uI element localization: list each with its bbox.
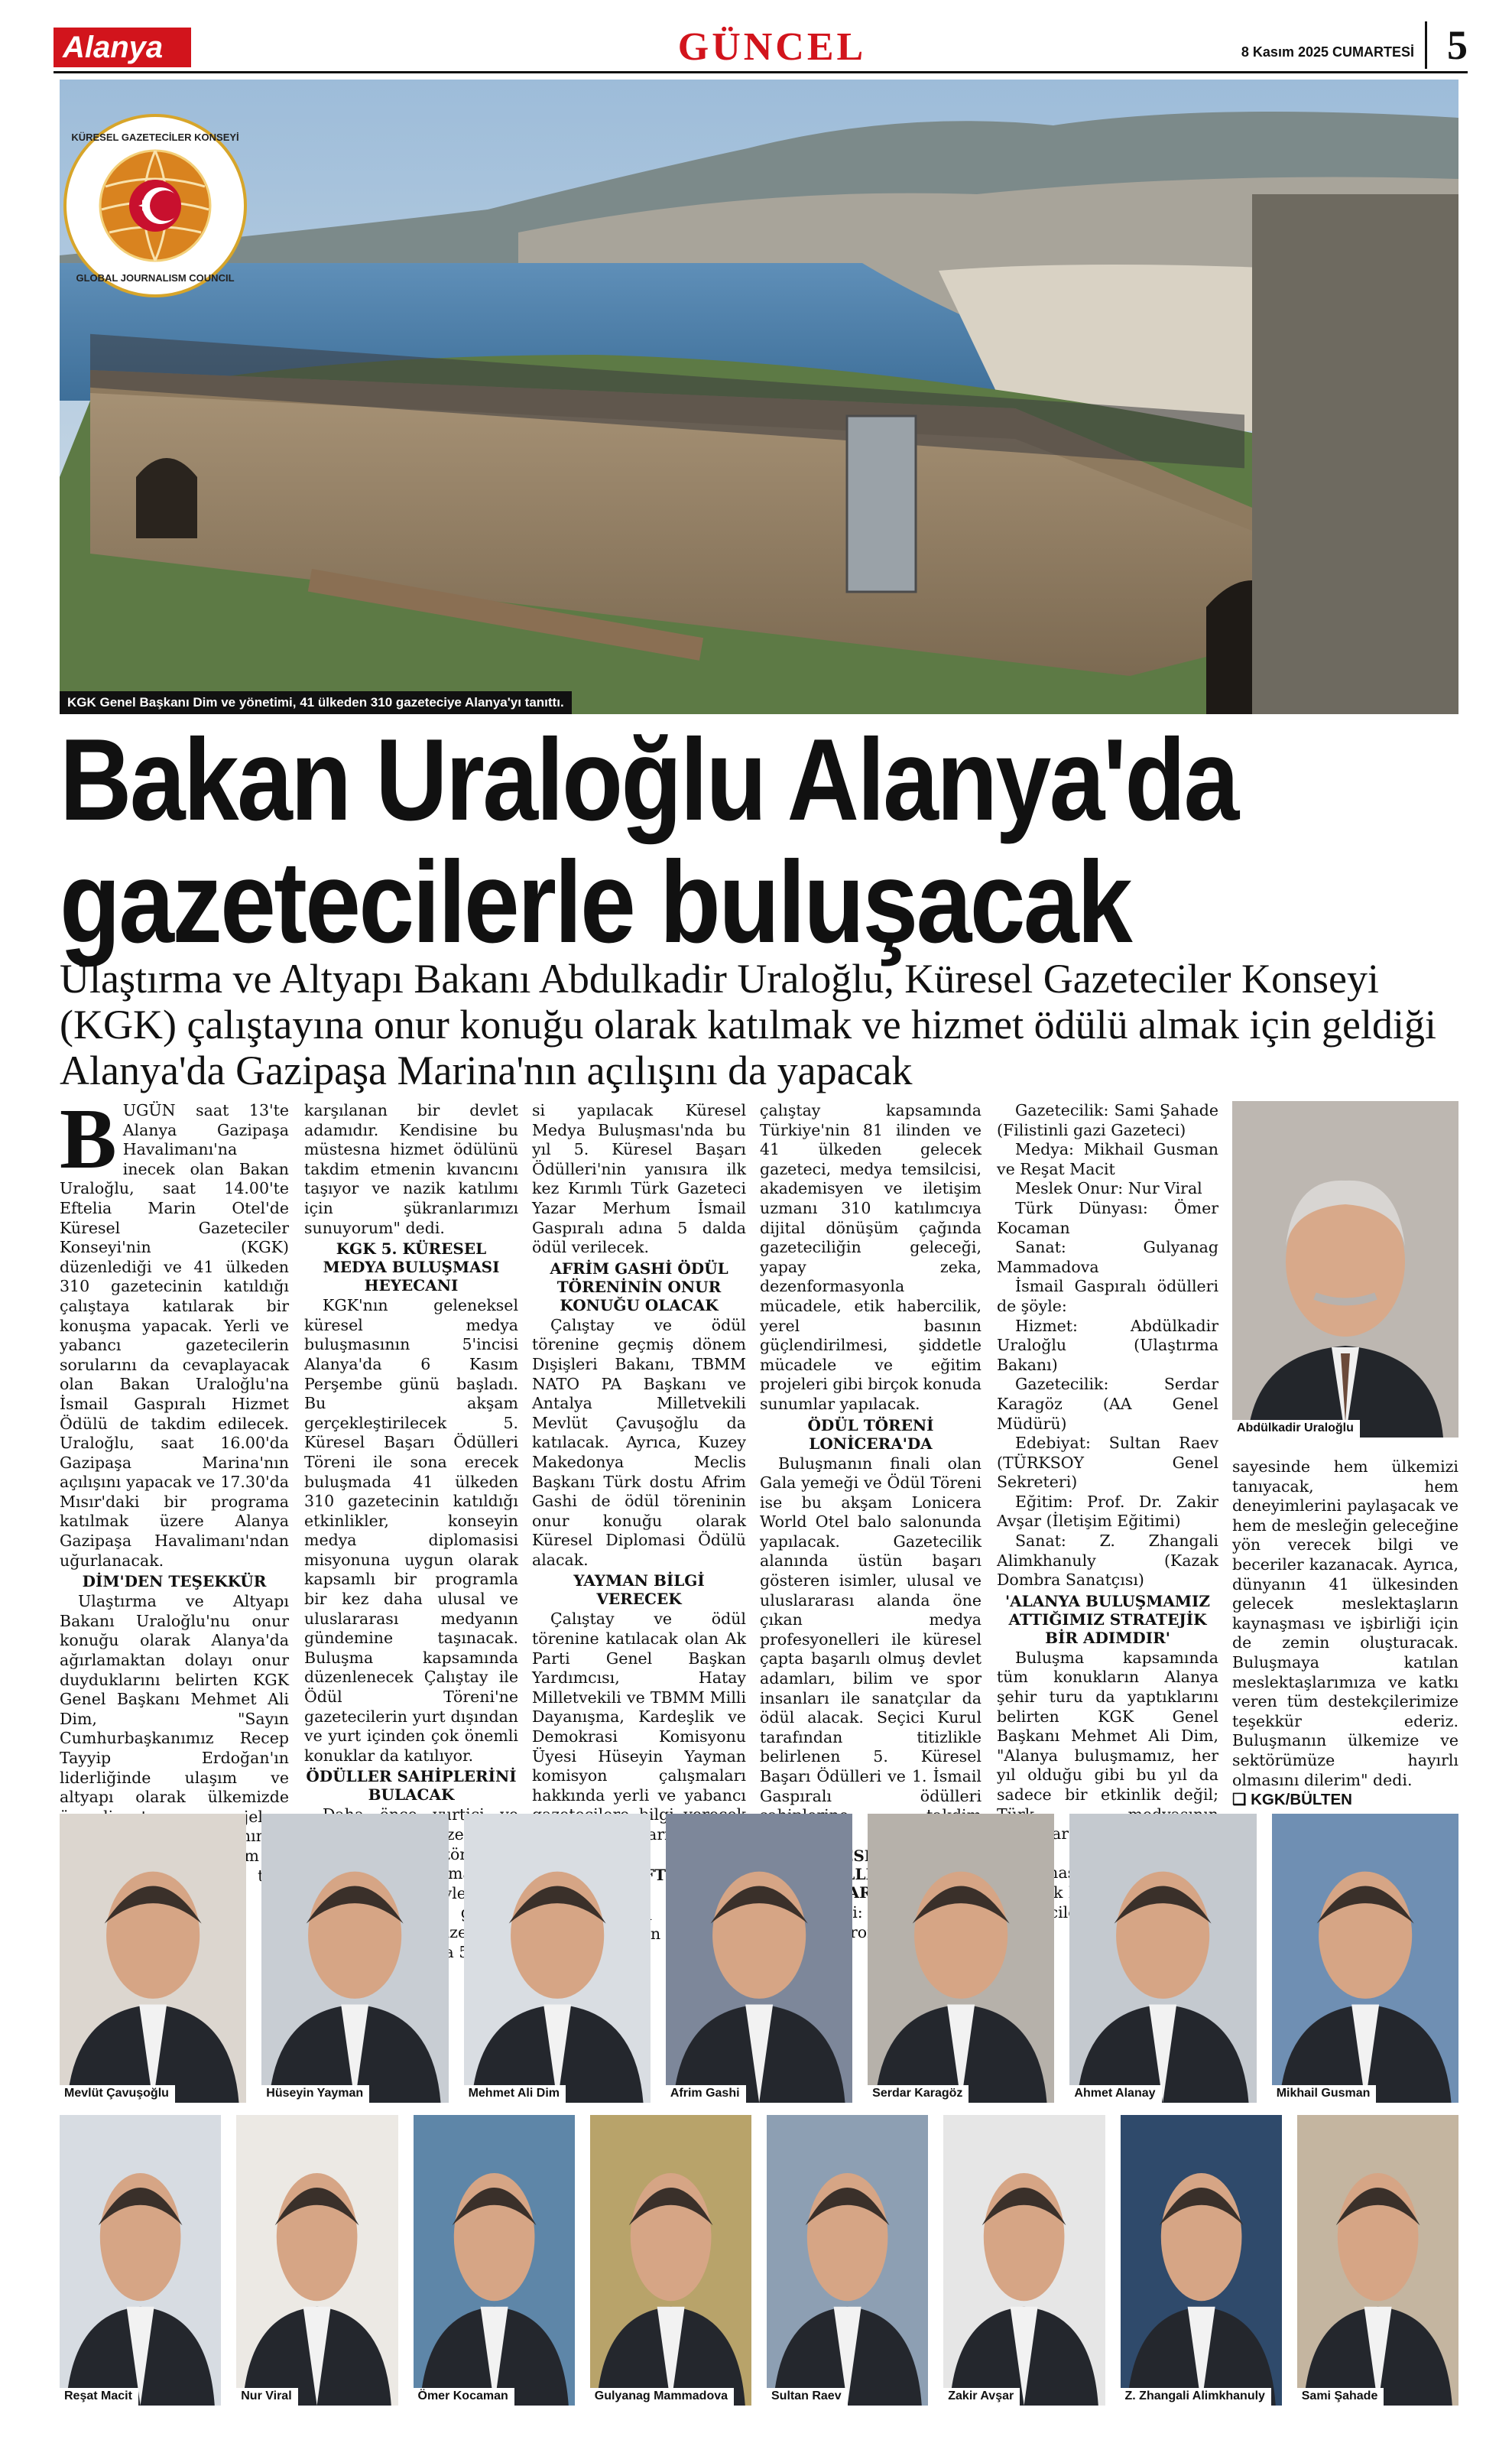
person-photo	[1272, 1814, 1458, 2103]
subheading: DİM'DEN TEŞEKKÜR	[82, 1572, 267, 1591]
person-photo	[414, 2115, 575, 2406]
award-item: Sanat: Gulyanag Mammadova	[997, 1238, 1218, 1276]
paragraph: Çalıştay ve ödül törenine katılacak olan Ak Parti Genel Başkan Yardımcısı, Hatay Milletvekili ve TBMM Milli Dayanışma, Kardeşlik ve Demokrasi Komisyonu Üyesi Hüseyin Yayman komisyon çalışmaları hakkında yerli ve yabancı bilgi	[532, 1610, 746, 1824]
paragraph: KGK'nın geleneksel küresel medya buluşmasının 5'incisi Alanya'da 6 Kasım Perşembe günü başladı. Bu akşam gerçekleştirilecek 5. Küresel Başarı Ödülleri Töreni ile sona erecek buluşmada 41 ülkeden 310 gazetecinin katıldığı etkinlikler, konseyin medya diplomasisi misyonuna uygun olarak kapsamlı bir programla bir kez daha ulusal ve uluslararası medyanın gündemine taşınacak. Buluşma kapsamında düzenlenecek Çalıştay ile Ödül Töreni'ne gazetecilerin yurt dışından ve yurt içinden çok önemli konuklar da katılıyor.	[304, 1296, 518, 1765]
award-item: Gazetecilik: Serdar Karagöz (AA Genel Müdürü)	[997, 1375, 1218, 1433]
portrait-z-zhangali-alimkhanuly	[1121, 2115, 1282, 2406]
portrait-nur-viral	[236, 2115, 397, 2406]
award-item: İsmail Gaspıralı ödülleri de şöyle:	[997, 1277, 1218, 1315]
award-item: Gazetecilik: Sami Şahade (Filistinli gazi Gazeteci)	[997, 1101, 1218, 1139]
portrait-resat-macit	[60, 2115, 221, 2406]
subheading: 'ALANYA BULUŞMAMIZ ATTIĞIMIZ STRATEJİK BİR ADIMDIR'	[1005, 1591, 1210, 1647]
portrait-omer-kocaman	[414, 2115, 575, 2406]
kgk-badge	[60, 110, 251, 301]
paragraph: Buluşma kapsamında tüm konukların Alanya şehir turu da yaptıklarını belirten KGK Genel Başkanı Mehmet Ali Dim, "Alanya buluşmamız, her yıl olduğu gibi bu yıl da sadece bir etkinlik değil;	[997, 1648, 1218, 1804]
headline-line-2: gazetecilerle buluşacak	[60, 837, 1131, 967]
person-photo	[590, 2115, 751, 2406]
body-column-6	[1232, 1457, 1458, 1810]
person-photo	[666, 1814, 852, 2103]
award-item: Prof.	[839, 1922, 878, 1941]
badge-ring-top: KÜRESEL GAZETECİLER KONSEYİ	[71, 132, 239, 143]
paragraph: yurtiçi buluşmalar	[404, 1805, 495, 1883]
section-title: GÜNCEL	[677, 25, 867, 69]
drop-cap: B	[60, 1092, 117, 1187]
portrait-row-1	[60, 1814, 1458, 2103]
person-photo	[943, 2115, 1105, 2406]
portrait-name-label: Serdar Karagöz	[868, 2085, 969, 2103]
subheading: ÖDÜL TÖRENİ LONİCERA'DA	[807, 1415, 934, 1453]
portrait-serdar-karagoz	[868, 1814, 1054, 2103]
person-photo	[1121, 2115, 1282, 2406]
paragraph: Ulaştırma ve Altyapı Bakanı Uraloğlu'nu onur konuğu olarak Alanya'da ağırlamaktan dolayı onur duyduklarını belirten KGK Genel Başkanı Mehmet Ali Dim, "Sayın Cumhurbaşkanımız Recep Tayyip Erdoğan'ın liderliğinde ulaşım ve altyapı olarak ülkemizde projelere	[60, 1592, 289, 1826]
person-photo	[236, 2115, 397, 2406]
masthead	[54, 21, 1468, 73]
portrait-name-label: Reşat Macit	[60, 2388, 138, 2406]
person-photo	[1232, 1101, 1458, 1438]
award-item: Meslek Onur: Nur Viral	[1015, 1179, 1202, 1198]
paragraph: Çalıştay ve ödül törenine geçmiş dönem Dışişleri Bakanı, TBMM NATO PA Başkanı ve Antalya Milletvekili Mevlüt Çavuşoğlu da katılacak. Ayrıca, Kuzey Makedonya Meclis Başkanı Türk dostu Afrim Gashi de ödül töreninin onur konuğu olarak Küresel Diplomasi Ödülü alacak.	[532, 1315, 746, 1569]
subheading: ÖDÜLLER SAHİPLERİNİ BULACAK	[306, 1767, 517, 1805]
paragraph: Buluşmanın finali olan Gala yemeği ve Ödül Töreni ise bu akşam Lonicera World Otel balo salonunda yapılacak. Gazetecilik alanında üstün başarı gösteren isimler, ulusal ve uluslararası alanda öne çıkan medya profesyonelleri ile küresel çapta başarılı olmuş devlet adamları, bilim ve spor insanları ile sanatçılar da ödül alacak. Seçici Kurul tarafından titizlikle belirlenen 5. Küresel Başarı Ödülleri ve 1. İsmail Gaspıralı ödülleri	[760, 1454, 982, 1805]
minister-caption: Abdülkadir Uraloğlu	[1232, 1420, 1360, 1438]
portrait-mikhail-gusman	[1272, 1814, 1458, 2103]
portrait-name-label: Zakir Avşar	[943, 2388, 1020, 2406]
paragraph: UGÜN saat 13'te Alanya Gazipaşa Havalimanı'na inecek olan Bakan Uraloğlu, saat 14.00'te Eftelia Marin Otel'de Küresel Gazeteciler Konseyi'nin (KGK) düzenlediği ve 41 ülkeden 310 gazetecinin katıldığı çalıştaya katılarak bir konuşma yapacak. Yerli ve yabancı gazetecilerin sorularını da cevaplayacak olan Bakan Uraloğlu'na İsmail Gaspıralı Hizmet Ödülü de takdim edilecek. Uraloğlu, saat 16.00'da Gazipaşa Marina'nın açılışını yapacak ve 17.30'da Mısır'daki bir programa katılmak üzere Alanya Gazipaşa Havalimanı'ndan uğurlanacak.	[60, 1101, 289, 1570]
portrait-name-label: Z. Zhangali Alimkhanuly	[1121, 2388, 1271, 2406]
portrait-sami-sahade	[1297, 2115, 1458, 2406]
main-photo	[60, 80, 1458, 714]
portrait-mevlut-cavusoglu	[60, 1814, 246, 2103]
headline-line-1: Bakan Uraloğlu Alanya'da	[60, 715, 1238, 845]
portrait-gulyanag-mammadova	[590, 2115, 751, 2406]
portrait-name-label: Mikhail Gusman	[1272, 2085, 1377, 2103]
portrait-zakir-avsar	[943, 2115, 1105, 2406]
portrait-ahmet-alanay	[1069, 1814, 1256, 2103]
award-item: Eğitim: Prof. Dr. Zakir Avşar (İletişim Eğitimi)	[997, 1492, 1218, 1531]
portrait-huseyin-yayman	[261, 1814, 448, 2103]
newspaper-logo[interactable]: Alanya	[54, 28, 191, 67]
award-item: Edebiyat: Sultan Raev (TÜRKSOY Genel Sekreteri)	[997, 1434, 1218, 1492]
portrait-name-label: Gulyanag Mammadova	[590, 2388, 734, 2406]
page-number: 5	[1425, 21, 1468, 69]
portrait-name-label: Nur Viral	[236, 2388, 297, 2406]
portrait-abdulkadir-uraloglu	[1232, 1101, 1458, 1438]
paragraph: çalıştay kapsamında Türkiye'nin 81 ilinden ve 41 ülkeden gelecek gazeteci, medya temsilcisi, akademisyen ve iletişim uzmanı 310 katılımcıya dijital dönüşüm çağında gazeteciliğin geleceği, yapay zeka, dezenformasyonla mücadele, etik habercilik, yerel basının güçlendirilmesi, şiddetle mücadele ve eğitim projeleri gibi birçok konuda sunumlar yapılacak.	[760, 1101, 982, 1413]
person-photo	[868, 1814, 1054, 2103]
portrait-name-label: Sami Şahade	[1297, 2388, 1384, 2406]
portrait-afrim-gashi	[666, 1814, 852, 2103]
subheading: KGK 5. KÜRESEL MEDYA BULUŞMASI HEYECANI	[323, 1239, 500, 1295]
person-photo	[60, 1814, 246, 2103]
award-item: Türk Dünyası: Ömer Kocaman	[997, 1198, 1218, 1237]
person-photo	[261, 1814, 448, 2103]
byline: ❑ KGK/BÜLTEN	[1232, 1791, 1352, 1809]
badge-ring-bottom: GLOBAL JOURNALISM COUNCIL	[76, 272, 235, 284]
portrait-name-label: Sultan Raev	[767, 2388, 848, 2406]
castle-crowd-photo	[60, 80, 1458, 714]
portrait-row-2	[60, 2115, 1458, 2406]
paragraph: karşılanan bir devlet adamıdır. Kendisine bu müstesna hizmet ödülünü takdim etmenin kıvancını taşıyor ve nazik katılımı için şükranlarımızı sunuyorum" dedi.	[304, 1101, 518, 1237]
portrait-name-label: Hüseyin Yayman	[261, 2085, 369, 2103]
issue-date: 8 Kasım 2025 CUMARTESİ	[1241, 44, 1414, 60]
award-item: Sanat: Z. Zhangali Alimkhanuly (Kazak Dombra Sanatçısı)	[997, 1532, 1218, 1590]
body-column-1	[60, 1092, 289, 1905]
portrait-sultan-raev	[767, 2115, 928, 2406]
subheading: YAYMAN BİLGİ VERECEK	[573, 1571, 705, 1609]
portrait-name-label: Afrim Gashi	[666, 2085, 746, 2103]
portrait-name-label: Ahmet Alanay	[1069, 2085, 1161, 2103]
subheading: AFRİM GASHİ ÖDÜL TÖRENİNİN ONUR KONUĞU OLACAK	[550, 1259, 728, 1314]
person-photo	[60, 2115, 221, 2406]
person-photo	[1297, 2115, 1458, 2406]
headline	[60, 715, 1460, 967]
paragraph: si yapılacak Küresel Medya Buluşması'nda bu yıl 5. Küresel Başarı Ödülleri'nin yanısıra ilk kez Kırımlı Türk Gazeteci Yazar Merhum İsmail Gaspıralı adına 5 dalda ödül verilecek.	[532, 1101, 746, 1257]
paragraph: sayesinde hem ülkemizi tanıyacak, hem deneyimlerini paylaşacak ve hem de mesleğin geleceğine yön verecek bilgi ve beceriler kazanacak. Ayrıca, dünyanın 41 ülkesinden gelecek meslektaşların kaynaşması ve işbirliği için de zemin oluşturacak. Buluşmaya katılan meslektaşlarımıza ve katkı veren tüm destekçilerimize teşekkür ederiz. Buluşmanın ülkemize ve sektörümüze hayırlı olmasını dilerim" dedi.	[1232, 1457, 1458, 1789]
person-photo	[464, 1814, 651, 2103]
portrait-name-label: Ömer Kocaman	[414, 2388, 514, 2406]
person-photo	[767, 2115, 928, 2406]
award-item: Hizmet: Abdülkadir Uraloğlu (Ulaştırma Bakanı)	[997, 1316, 1218, 1374]
portrait-mehmet-ali-dim	[464, 1814, 651, 2103]
photo-caption: KGK Genel Başkanı Dim ve yönetimi, 41 ülkeden 310 gazeteciye Alanya'yı tanıttı.	[60, 691, 572, 714]
deck-subheadline: Ulaştırma ve Altyapı Bakanı Abdulkadir Uraloğlu, Küresel Gazeteciler Konseyi (KGK) çalıştayına onur konuğu olarak katılmak ve hizmet ödülü almak için geldiği Alanya'da Gazipaşa Marina'nın açılışını da yapacak	[60, 956, 1437, 1093]
person-photo	[1069, 1814, 1256, 2103]
portrait-name-label: Mehmet Ali Dim	[464, 2085, 566, 2103]
award-item: Medya: Mikhail Gusman ve Reşat Macit	[997, 1140, 1218, 1178]
portrait-name-label: Mevlüt Çavuşoğlu	[60, 2085, 175, 2103]
body-column-5	[997, 1101, 1218, 1922]
